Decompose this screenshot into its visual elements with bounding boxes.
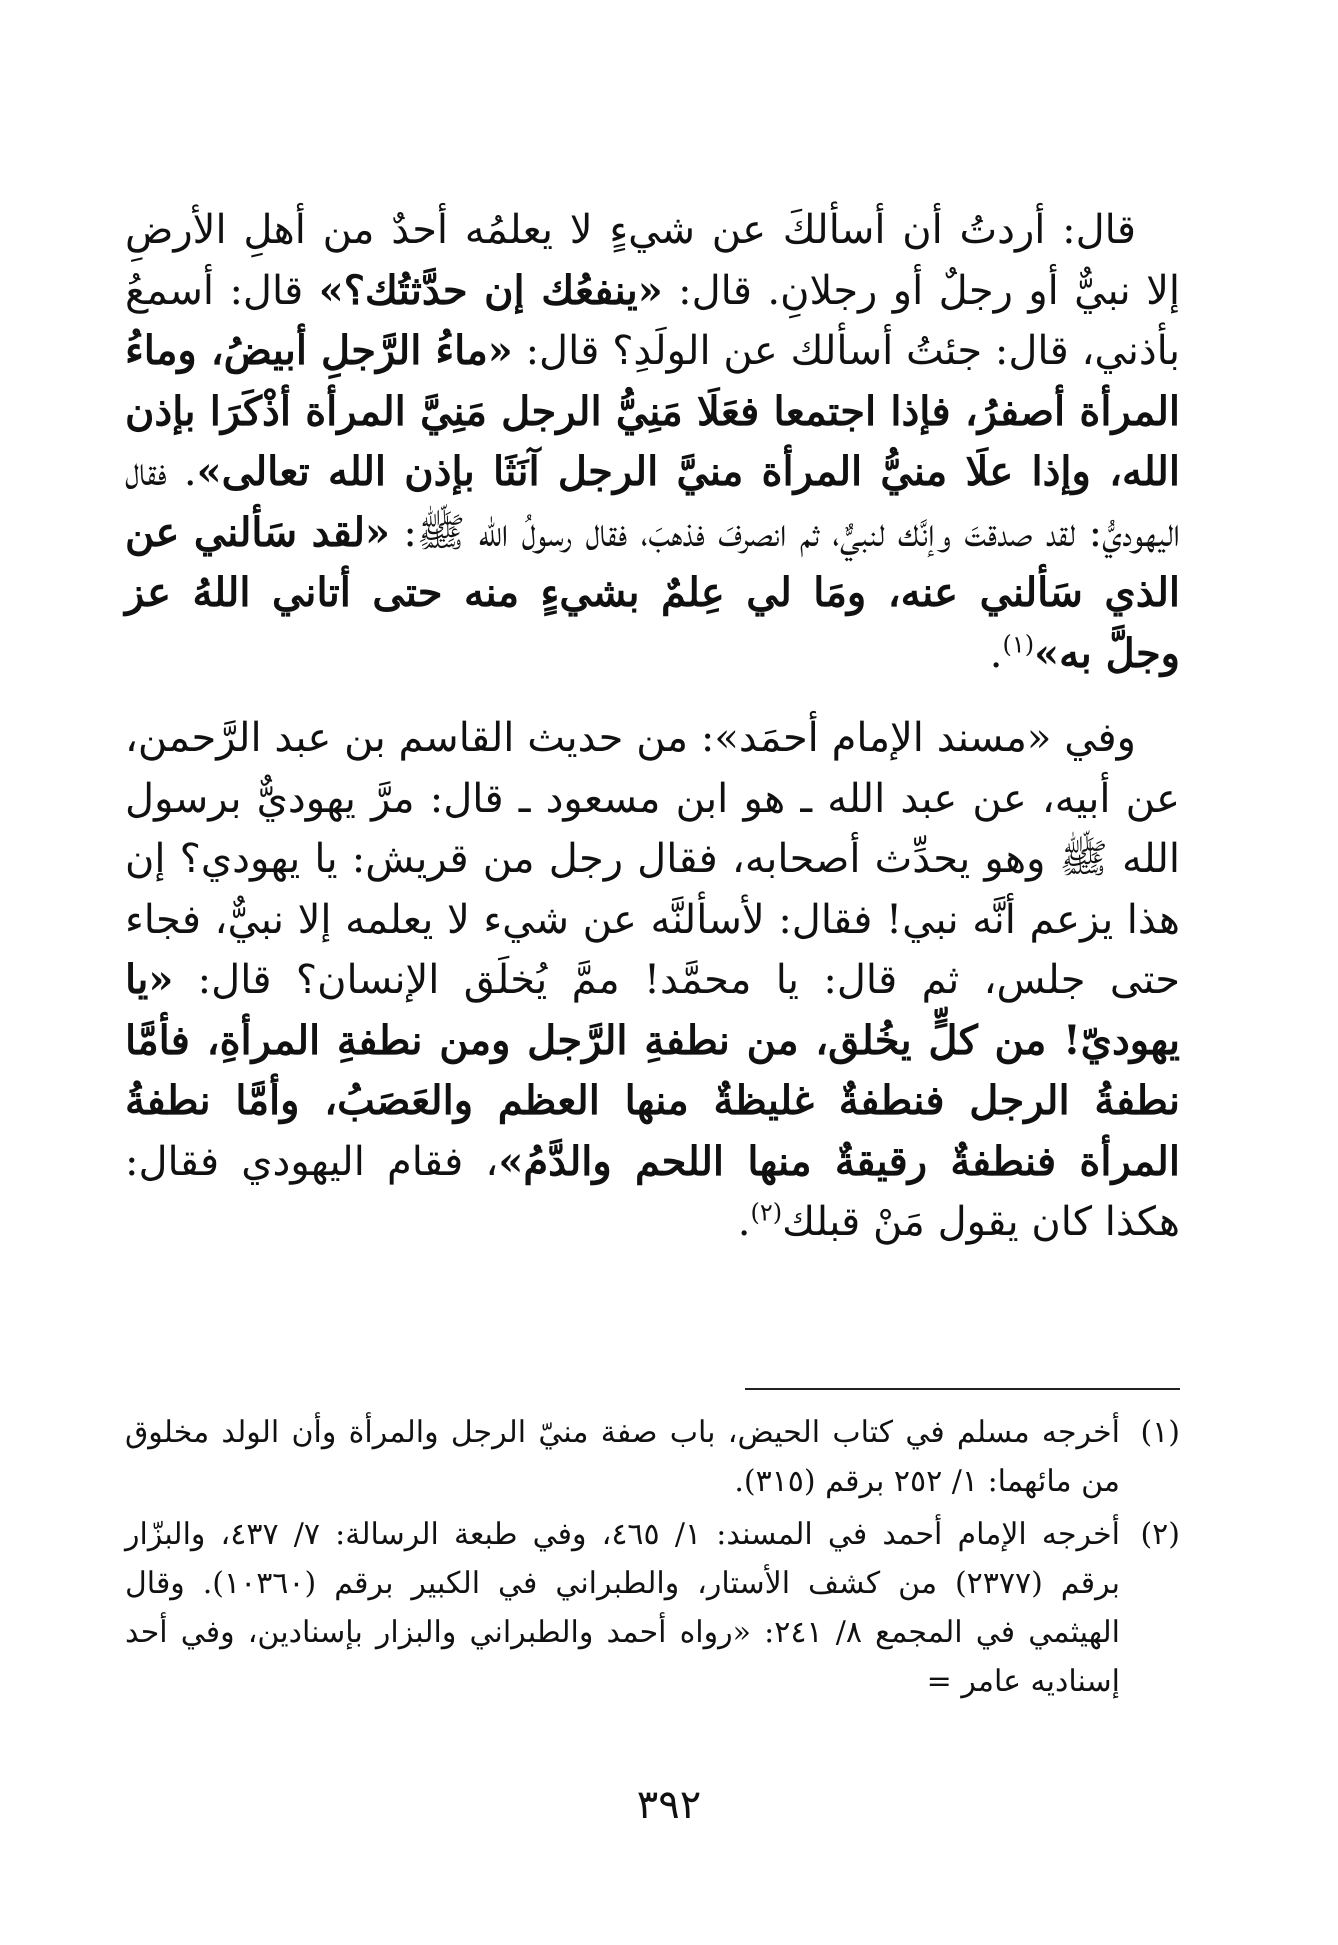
p2-end: . — [737, 1199, 751, 1245]
p1-quote-2: «ماءُ الرَّجلِ أبيضُ، وماءُ المرأة أصفرُ، فإذا اجتمعا فعَلَا مَنِيُّ الرجل مَنِيَّ المرأة أذْكَرَا بإذن الله، وإذا علَا منيُّ المرأة منيَّ الرجل آنَثَا بإذن الله تعالى» — [125, 327, 1180, 495]
footnote-2 — [125, 1510, 1180, 1706]
footnote-number: (٢) — [1140, 1517, 1180, 1552]
p2-text-1: وفي «مسند الإمام أحمَد»: من حديث القاسم بن عبد الرَّحمن، عن أبيه، عن عبد الله ـ هو ابن مسعود ـ قال: مرَّ يهوديٌّ برسول الله ﷺ وهو يحدِّث أصحابه، فقال رجل من قريش: يا يهودي؟ إن هذا يزعم أنَّه نبي! فقال: لأسألنَّه عن شيء لا يعلمه إلا نبيٌّ، فجاء حتى جلس، ثم قال: يا محمَّد! ممَّ يُخلَق الإنسان؟ قال: — [125, 715, 1180, 1003]
p1-quote-3: «لقد سَألني عن الذي سَألني عنه، ومَا لي عِلمٌ بشيءٍ منه حتى أتاني اللهُ عز وجلَّ به» — [125, 508, 1180, 677]
footnote-ref-1[interactable]: (١) — [1002, 630, 1035, 659]
p1-text-2: قال: أسمعُ بأذني، قال: جئتُ أسألك عن الولَدِ؟ قال: — [125, 267, 1180, 374]
footnote-ref-2[interactable]: (٢) — [750, 1198, 783, 1227]
p2-quote-1: «يا يهوديّ! من كلٍّ يخُلق، من نطفةِ الرَّجل ومن نطفةِ المرأةِ، فأمَّا نطفةُ الرجل فنطفةٌ غليظةٌ منها العظم والعَصَبُ، وأمَّا نطفةُ المرأة فنطفةٌ رقيقةٌ منها اللحم والدَّمُ» — [125, 956, 1180, 1185]
page-number: ٣٩٢ — [636, 1782, 702, 1828]
p2-text-2: ، فقام اليهودي فقال: هكذا كان يقول مَنْ قبلك — [125, 1138, 1180, 1245]
footnote-number: (١) — [1140, 1415, 1180, 1450]
footnote-text: أخرجه الإمام أحمد في المسند: ١/ ٤٦٥، وفي طبعة الرسالة: ٧/ ٤٣٧، والبزّار برقم (٢٣٧٧) من كشف الأستار، والطبراني في الكبير برقم (١٠٣٦٠). وقال الهيثمي في المجمع ٨/ ٢٤١: «رواه أحمد والطبراني والبزار بإسنادين، وفي أحد إسناديه عامر = — [125, 1517, 1120, 1699]
paragraph-2 — [125, 708, 1180, 1253]
p1-text-1: قال: أردتُ أن أسألكَ عن شيءٍ لا يعلمُه أحدٌ من أهلِ الأرضِ إلا نبيٌّ أو رجلٌ أو رجلانِ. قال: — [125, 207, 1181, 314]
main-text — [125, 200, 1180, 1253]
footnote-1 — [125, 1408, 1180, 1506]
footnotes — [125, 1408, 1180, 1706]
footnote-text: أخرجه مسلم في كتاب الحيض، باب صفة منيّ الرجل والمرأة وأن الولد مخلوق من مائهما: ١/ ٢٥٢ برقم (٣١٥). — [125, 1415, 1120, 1499]
footnote-divider — [745, 1388, 1180, 1390]
paragraph-1 — [125, 200, 1180, 684]
p1-text-3: . فقال اليهوديُّ: لقد صدقتَ وإنَّك لنبيٌّ، ثم انصرفَ فذهبَ، فقال رسولُ الله ﷺ: — [125, 449, 1180, 556]
p1-quote-1: «ينفعُك إن حدَّثتُك؟» — [318, 266, 663, 314]
p1-end: . — [989, 630, 1003, 677]
